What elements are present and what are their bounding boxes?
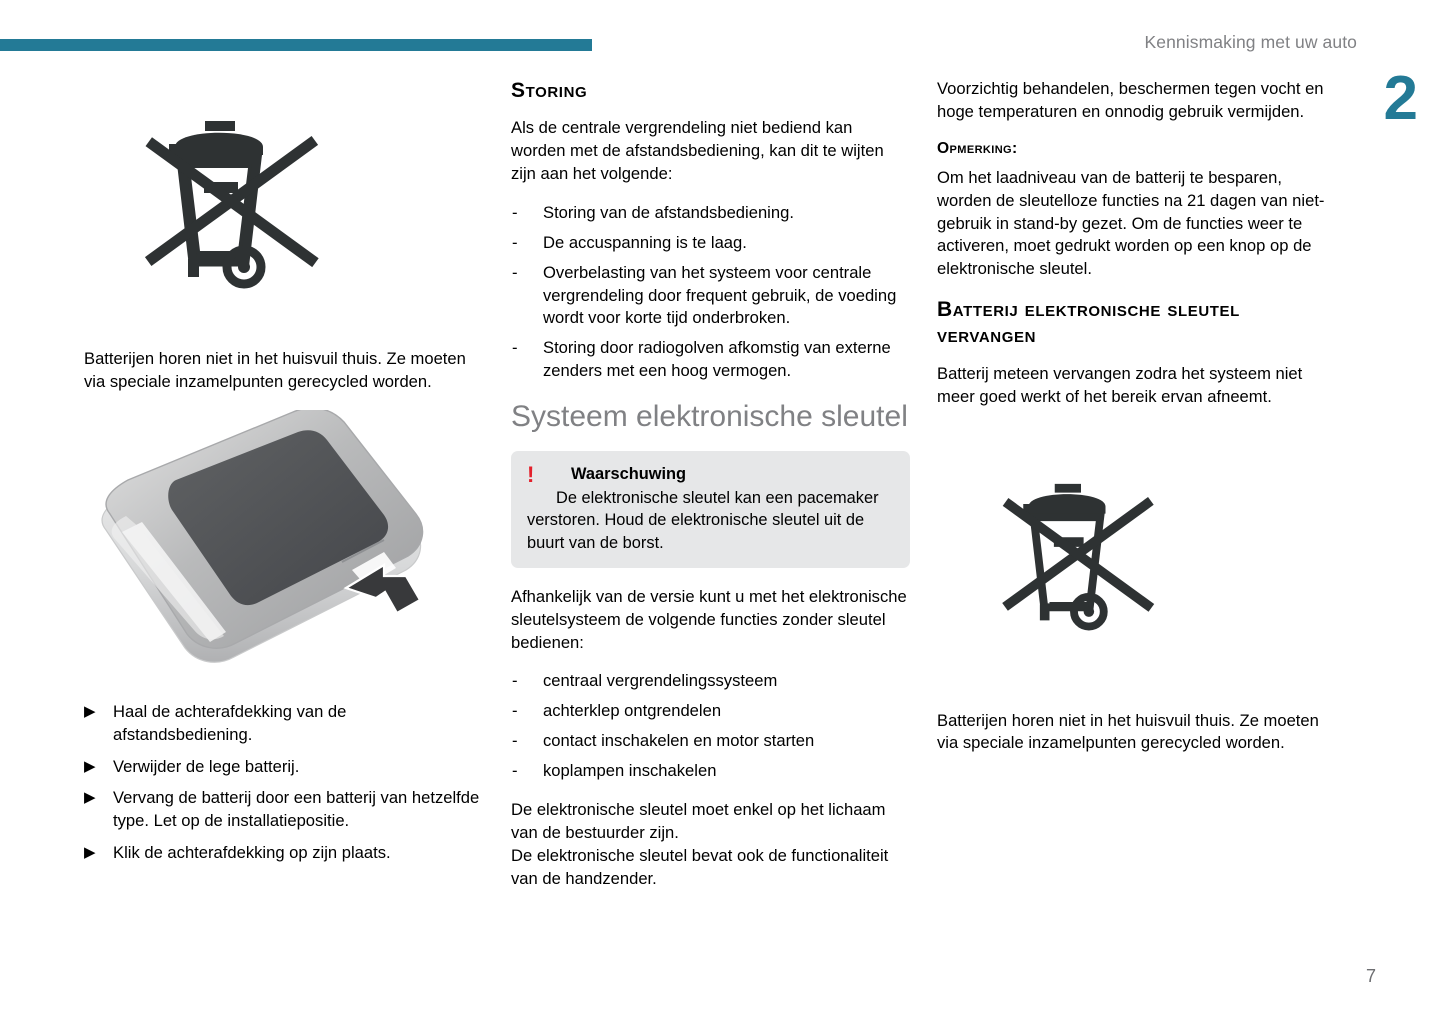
dash-bullet-icon: - — [512, 338, 518, 358]
storing-causes-list — [511, 202, 910, 383]
warning-title: Waarschuwing — [571, 464, 687, 483]
middle-column — [511, 78, 910, 903]
replace-battery-text: Batterij meteen vervangen zodra het systeem niet meer goed werkt of het bereik ervan afneemt. — [937, 363, 1303, 406]
cause-text: Storing van de afstandsbediening. — [543, 202, 794, 222]
step-text: Verwijder de lege batterij. — [113, 756, 300, 776]
dash-bullet-icon: - — [512, 202, 518, 222]
dash-bullet-icon: - — [512, 232, 518, 252]
dash-bullet-icon: - — [512, 701, 518, 721]
cause-text: De accuspanning is te laag. — [543, 232, 747, 252]
section-heading-system-electronic-key: Systeem elektronische sleutel — [511, 400, 908, 434]
step-text: Haal de achterafdekking van de afstandsbediening. — [113, 701, 347, 744]
chapter-number: 2 — [1383, 64, 1417, 133]
section-heading-replace-key-battery: Batterij elektronische sleutel vervangen — [937, 298, 1240, 348]
arrow-bullet-icon: ▶ — [84, 757, 96, 775]
closing-text — [511, 799, 910, 891]
list-item — [511, 730, 910, 753]
list-item — [511, 670, 910, 693]
warning-line-1: De elektronische sleutel kan een pacemaker verstoren. — [527, 488, 879, 530]
function-text: centraal vergrendelingssysteem — [543, 671, 778, 691]
list-item — [511, 760, 910, 783]
page-number: 7 — [1365, 966, 1376, 986]
section-heading-storing: Storing — [511, 79, 588, 102]
keyless-functions-list — [511, 670, 910, 783]
functions-intro-text: Afhankelijk van de versie kunt u met het elektronische sleutelsysteem de volgende functies zonder sleutel bedienen: — [511, 586, 907, 652]
arrow-bullet-icon: ▶ — [84, 702, 96, 720]
list-item — [511, 202, 910, 225]
list-item — [511, 232, 910, 255]
dash-bullet-icon: - — [512, 262, 518, 282]
cause-text: Storing door radiogolven afkomstig van externe zenders met een hoog vermogen. — [543, 338, 891, 381]
step-text: Vervang de batterij door een batterij van hetzelfde type. Let op de installatiepositie. — [113, 788, 480, 831]
closing-line-2: De elektronische sleutel bevat ook de functionaliteit van de handzender. — [511, 845, 889, 888]
header-accent-bar — [0, 39, 592, 51]
list-item — [511, 700, 910, 723]
left-recycling-text: Batterijen horen niet in het huisvuil thuis. Ze moeten via speciale inzamelpunten gerecycled worden. — [84, 349, 466, 391]
warning-box — [511, 451, 910, 568]
battery-replacement-steps — [84, 701, 483, 865]
function-text: achterklep ontgrendelen — [543, 701, 722, 721]
crossed-out-wheelie-bin-icon — [131, 104, 331, 304]
warning-line-2: Houd de elektronische sleutel uit de buurt van de borst. — [527, 511, 865, 552]
crossed-out-wheelie-bin-icon — [990, 469, 1165, 644]
exclamation-mark-icon: ! — [527, 461, 535, 487]
cause-text: Overbelasting van het systeem voor centrale vergrendeling door frequent gebruik, de voeding wordt voor korte tijd onderbroken. — [543, 262, 897, 328]
list-item — [84, 701, 483, 747]
warning-body — [527, 487, 894, 554]
arrow-bullet-icon: ▶ — [84, 844, 96, 862]
closing-line-1: De elektronische sleutel moet enkel op het lichaam van de bestuurder zijn. — [511, 800, 886, 842]
list-item — [511, 262, 910, 331]
list-item — [84, 787, 483, 833]
arrow-bullet-icon: ▶ — [84, 789, 96, 807]
right-recycling-text: Batterijen horen niet in het huisvuil thuis. Ze moeten via speciale inzamelpunten gerecycled worden. — [937, 710, 1319, 753]
note-text: Om het laadniveau van de batterij te besparen, worden de sleutelloze functies na 21 dagen van niet-gebruik in stand-by gezet. Om de functies weer te activeren, moet gedrukt worden op een knop op de elektronische sleutel. — [937, 167, 1325, 279]
list-item — [84, 756, 483, 779]
dash-bullet-icon: - — [512, 761, 518, 781]
remote-key-fob-illustration — [84, 410, 454, 675]
storing-intro-text: Als de centrale vergrendeling niet bediend kan worden met de afstandsbediening, kan dit te wijten zijn aan het volgende: — [511, 118, 884, 184]
care-instructions-text: Voorzichtig behandelen, beschermen tegen vocht en hoge temperaturen en onnodig gebruik vermijden. — [937, 79, 1324, 121]
dash-bullet-icon: - — [512, 671, 518, 691]
function-text: contact inschakelen en motor starten — [543, 731, 815, 751]
list-item — [511, 337, 910, 383]
dash-bullet-icon: - — [512, 731, 518, 751]
step-text: Klik de achterafdekking op zijn plaats. — [113, 843, 391, 863]
note-label: Opmerking: — [937, 139, 1018, 157]
function-text: koplampen inschakelen — [543, 761, 717, 781]
right-column — [937, 78, 1336, 771]
list-item — [84, 842, 483, 865]
left-column — [84, 78, 483, 874]
page-header-title: Kennismaking met uw auto — [1144, 32, 1357, 52]
